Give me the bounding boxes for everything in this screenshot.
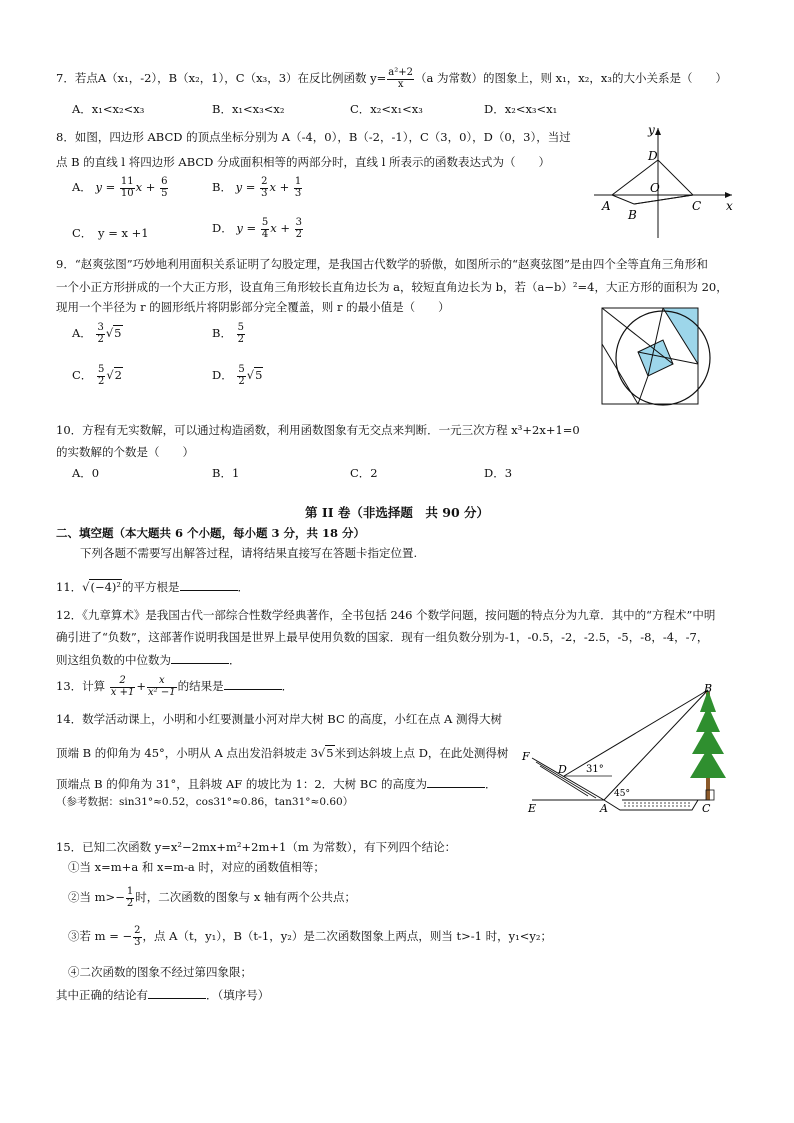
q9-line-5: [638, 376, 648, 404]
q10-line1: 10．方程有无实数解，可以通过构造函数，利用函数图象有无交点来判断．一元三次方程 x³+2x+1=0: [56, 423, 580, 437]
q12-line2: 确引进了“负数”，这部著作说明我国是世界上最早使用负数的国家．现有一组负数分别为-1，-0.5，-2，-2.5，-5，-8，-4，-7，: [56, 630, 709, 644]
q14-label-45: 45°: [614, 789, 630, 799]
q8-option-b: B． y = $\frac{2}{3}$ x + $\frac{1}{3}$: [212, 176, 302, 199]
q14-tree-figure: [520, 682, 746, 818]
q15-conclusion-1: ①当 x=m+a 和 x=m-a 时，对应的函数值相等；: [68, 860, 325, 874]
q7-stem-b: A（x₁，-2），B（x₂，1），C（x₃，3）在反比例函数 y=: [97, 71, 387, 85]
q15-answer-blank: [148, 986, 206, 999]
q11-line: 11．√(−4)²的平方根是 ．: [56, 580, 250, 594]
q8-option-d: D． y = $\frac{5}{4}$ x + $\frac{3}{2}$: [212, 217, 303, 240]
q7-option-c: C．x₂<x₁<x₃: [350, 102, 423, 116]
q14-label-31: 31°: [586, 764, 604, 775]
q12-answer-blank: [171, 651, 229, 664]
q8-label-x: x: [726, 199, 733, 213]
q9-option-c: C． $\frac{5}{2}$ √2: [72, 364, 122, 387]
q9-option-b: B． $\frac{5}{2}$: [212, 322, 244, 345]
q9-zhaoshuang-figure: [600, 306, 712, 410]
q14-reference-data: （参考数据：sin31°≈0.52，cos31°≈0.86，tan31°≈0.60）: [56, 796, 354, 808]
q8-x-arrow: [725, 192, 732, 198]
q9-line-1: [602, 308, 673, 364]
q14-label-a: A: [600, 802, 608, 815]
q7-stem: [56, 68, 727, 90]
q15-conclusion-3: ③若 m = − $\frac{2}{3}$ ，点 A（t，y₁），B（t-1，y₂）是二次函数图象上两点，则当 t>-1 时，y₁<y₂；: [68, 925, 552, 948]
q9-option-a: A． $\frac{3}{2}$ √5: [72, 322, 122, 345]
q9-line-4: [602, 344, 638, 404]
q10-option-b: B．1: [212, 466, 240, 480]
q7-option-a: A．x₁<x₂<x₃: [72, 102, 145, 116]
q8-segment-bc: [634, 195, 693, 204]
q8-label-o: O: [650, 181, 660, 195]
q8-label-c: C: [692, 199, 702, 213]
q14-label-d: D: [558, 763, 567, 776]
q14-label-f: F: [522, 750, 530, 763]
q9-option-d: D． $\frac{5}{2}$ √5: [212, 364, 263, 387]
q7-option-d: D．x₂<x₃<x₁: [484, 102, 558, 116]
q14-river-bank: [604, 800, 698, 810]
q15-line1: 15．已知二次函数 y=x²−2mx+m²+2m+1（m 为常数），有下列四个结论：: [56, 840, 457, 854]
q7-stem-a: 7．若点: [56, 71, 98, 85]
q8-y-arrow: [655, 128, 661, 135]
q8-line2: 点 B 的直线 l 将四边形 ABCD 分成面积相等的两部分时，直线 l 所表示的函数表达式为（ ）: [56, 155, 551, 169]
q14-answer-blank: [427, 775, 485, 788]
q14-line1: 14．数学活动课上，小明和小红要测量小河对岸大树 BC 的高度，小红在点 A 测得大树: [56, 712, 503, 726]
q11-radicand: (−4)²: [90, 580, 122, 594]
q14-label-e: E: [528, 802, 537, 815]
q14-label-b: B: [704, 682, 713, 695]
q9-line3: 现用一个半径为 r 的圆形纸片将阴影部分完全覆盖，则 r 的最小值是（ ）: [56, 300, 450, 314]
q12-line3: 则这组负数的中位数为 ．: [56, 653, 241, 667]
section2-instruction: 下列各题不需要写出解答过程，请将结果直接写在答题卡指定位置.: [80, 546, 418, 560]
q10-option-c: C．2: [350, 466, 378, 480]
q8-option-a: A． y = $\frac{11}{10}$ x + $\frac{6}{5}$: [72, 176, 168, 199]
q15-conclusion-4: ④二次函数的图象不经过第四象限；: [68, 965, 252, 979]
q15-conclusion-2: ②当 m>− $\frac{1}{2}$ 时，二次函数的图象与 x 轴有两个公共点；: [68, 886, 357, 909]
q11-answer-blank: [180, 578, 238, 591]
q8-option-c: C． y = x +1: [72, 226, 149, 240]
q14-label-c: C: [702, 802, 711, 815]
q8-label-b: B: [628, 208, 637, 222]
q8-label-y: y: [648, 123, 655, 137]
q12-line1: 12．《九章算术》是我国古代一部综合性数学经典著作，全书包括 246 个数学问题，按问题的特点分为九章．其中的“方程术”中明: [56, 608, 716, 622]
q13-answer-blank: [224, 677, 282, 690]
q8-label-a: A: [602, 199, 611, 213]
q7-fraction: $\frac{\text{a²+2}}{x}$: [388, 67, 414, 90]
section2-heading: 二、填空题（本大题共 6 个小题，每小题 3 分，共 18 分）: [56, 526, 366, 540]
q14-line2: 顶端 B 的仰角为 45°，小明从 A 点出发沿斜坡走 3√5米到达斜坡上点 D，在此处测得树: [56, 746, 509, 760]
q13-line: 13．计算 $\frac{2}{x +1}$ + $\frac{x}{\text{x² −1}}$ 的结果是 ．: [56, 675, 294, 698]
q8-label-d: D: [648, 149, 658, 163]
q9-line1: 9．“赵爽弦图”巧妙地利用面积关系证明了勾股定理，是我国古代数学的骄傲，如图所示的“赵爽弦图”是由四个全等直角三角形和: [56, 257, 708, 271]
q9-line2: 一个小正方形拼成的一个大正方形，设直角三角形较长直角边长为 a，较短直角边长为 b，若（a−b）²=4，大正方形的面积为 20，: [56, 280, 728, 294]
q7-option-b: B．x₁<x₃<x₂: [212, 102, 285, 116]
q14-sight-line-a: [604, 690, 708, 800]
q14-line3: 顶端点 B 的仰角为 31°，且斜坡 AF 的坡比为 1：2．大树 BC 的高度为 ．: [56, 777, 497, 791]
q10-option-d: D．3: [484, 466, 513, 480]
q7-stem-c: （a 为常数）的图象上，则 x₁，x₂，x₃的大小关系是（ ）: [415, 71, 727, 85]
q10-line2: 的实数解的个数是（ ）: [56, 445, 194, 459]
part2-title: 第 II 卷（非选择题 共 90 分）: [305, 505, 489, 520]
q8-line1: 8．如图，四边形 ABCD 的顶点坐标分别为 A（-4，0），B（-2，-1），C（3，0），D（0，3），当过: [56, 130, 571, 144]
q10-option-a: A．0: [72, 466, 100, 480]
q8-quadrilateral-figure: [590, 122, 740, 242]
q15-question: 其中正确的结论有 ．（填序号）: [56, 988, 270, 1002]
